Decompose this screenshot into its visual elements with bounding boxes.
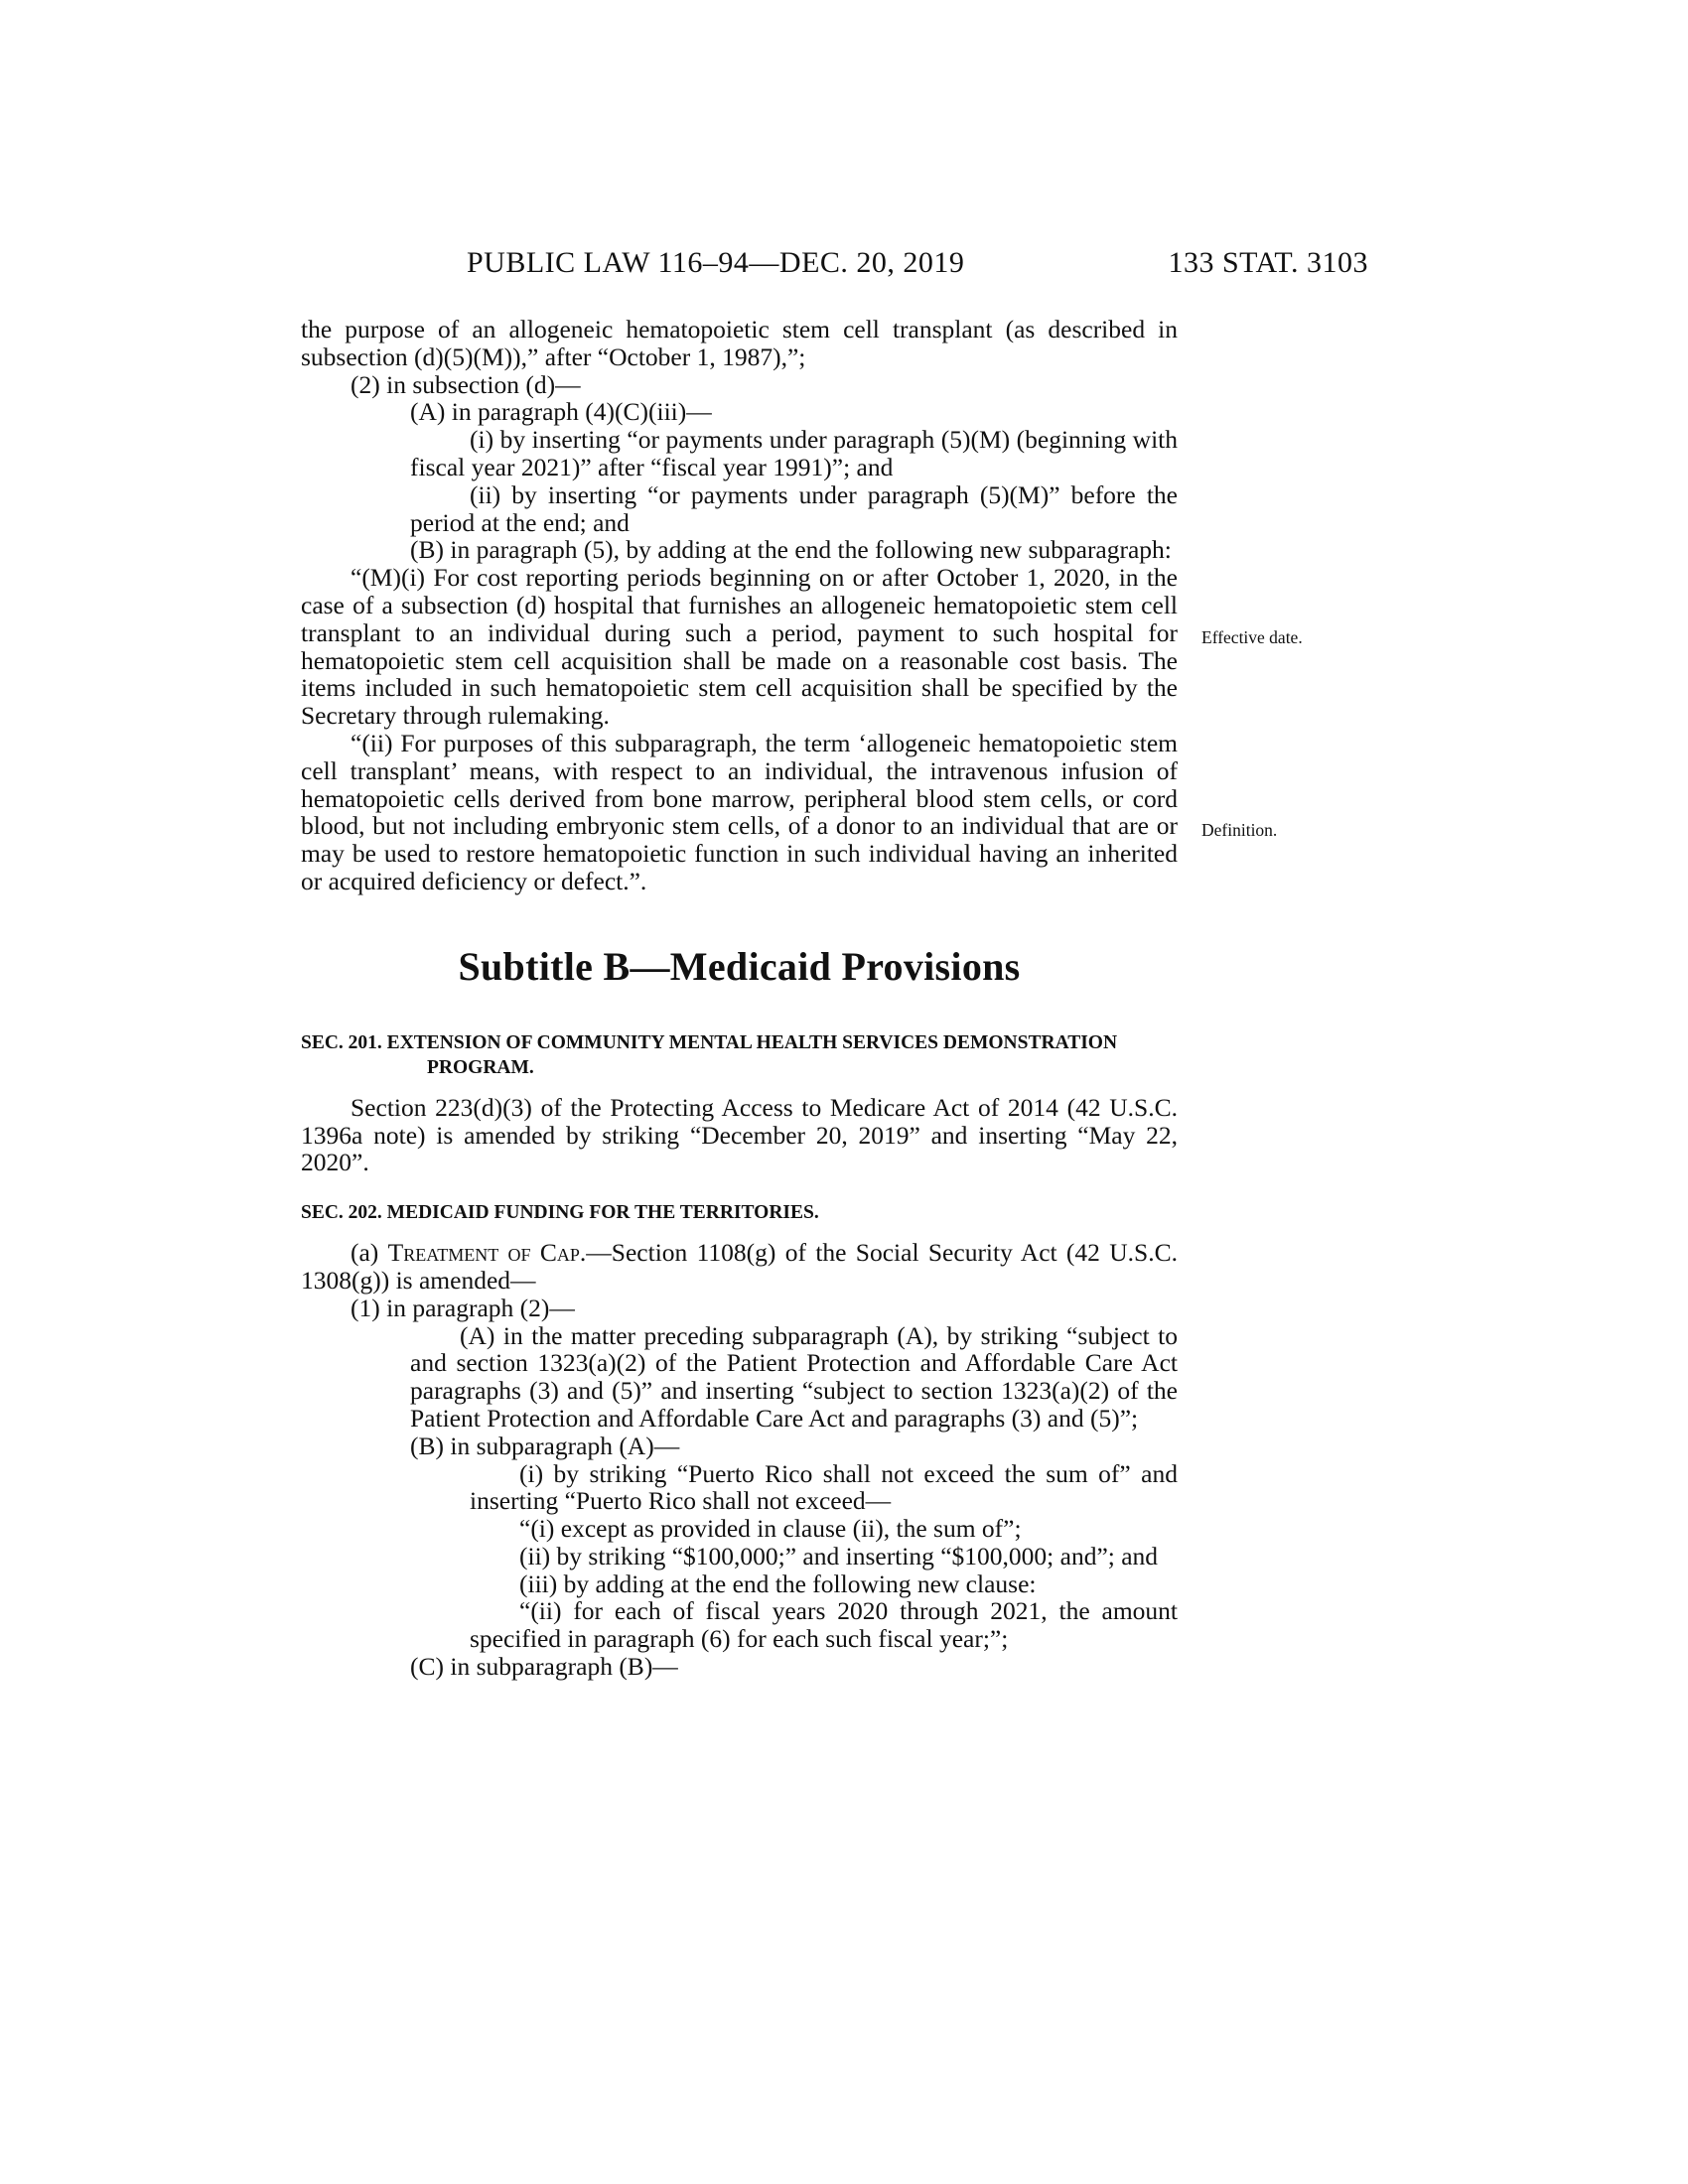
paragraph: (A) in the matter preceding subparagraph (A), by striking “subject to and section 1323(a)(2) of the Patient Protection and Affordable Care Act paragraphs (3) and (5)” and inserting “subject to section 1323(a)(2) of the Patient Protection and Affordable Care Act and paragraphs (3) and (5)”;: [410, 1320, 1178, 1433]
paragraph: (i) by striking “Puerto Rico shall not exceed the sum of” and inserting “Puerto Rico shall not exceed—: [470, 1458, 1178, 1516]
paragraph: (ii) by inserting “or payments under paragraph (5)(M)” before the period at the end; and: [410, 479, 1178, 537]
paragraph: (1) in paragraph (2)—: [351, 1293, 575, 1322]
paragraph: the purpose of an allogeneic hematopoietic stem cell transplant (as described in subsection (d)(5)(M)),” after “October 1, 1987),”;: [301, 315, 1178, 371]
paragraph: “(M)(i) For cost reporting periods beginning on or after October 1, 2020, in the case of a subsection (d) hospital that furnishes an allogeneic hematopoietic stem cell transplant to an individual during such a period, payment to such hospital for hematopoietic stem cell acquisition shall be made on a reasonable cost basis. The items included in such hematopoietic stem cell acquisition shall be specified by the Secretary through rulemaking.: [301, 563, 1178, 731]
margin-note-definition: Definition.: [1201, 820, 1278, 840]
paragraph: (ii) by striking “$100,000;” and inserting “$100,000; and”; and: [519, 1541, 1159, 1570]
subtitle-heading: Subtitle B—Medicaid Provisions: [458, 943, 1021, 989]
law-title: PUBLIC LAW 116–94—DEC. 20, 2019: [467, 246, 965, 279]
paragraph: Section 223(d)(3) of the Protecting Access to Medicare Act of 2014 (42 U.S.C. 1396a note) is amended by striking “December 20, 2019” and inserting “May 22, 2020”.: [301, 1092, 1178, 1177]
paragraph: (i) by inserting “or payments under paragraph (5)(M) (beginning with fiscal year 2021)” after “fiscal year 1991)”; and: [410, 425, 1178, 481]
paragraph: (B) in subparagraph (A)—: [410, 1431, 680, 1460]
paragraph: (C) in subparagraph (B)—: [410, 1652, 678, 1682]
paragraph: “(ii) for each of fiscal years 2020 through 2021, the amount specified in paragraph (6) for each such fiscal year;”;: [470, 1596, 1178, 1654]
document-body: [301, 316, 1178, 1681]
section-heading: SEC. 202. MEDICAID FUNDING FOR THE TERRITORIES.: [301, 1202, 819, 1224]
paragraph: (A) in paragraph (4)(C)(iii)—: [410, 397, 712, 427]
paragraph: (a) Treatment of Cap.—Section 1108(g) of the Social Security Act (42 U.S.C. 1308(g)) is amended—: [301, 1238, 1178, 1295]
section-heading: SEC. 201. EXTENSION OF COMMUNITY MENTAL HEALTH SERVICES DEMONSTRATION PROGRAM.: [301, 1031, 1118, 1078]
paragraph: (B) in paragraph (5), by adding at the end the following new subparagraph:: [410, 535, 1172, 565]
margin-note-effective-date: Effective date.: [1201, 627, 1303, 647]
caption: Treatment of Cap: [387, 1238, 580, 1268]
paragraph: “(i) except as provided in clause (ii), the sum of”;: [519, 1514, 1022, 1544]
paragraph: “(ii) For purposes of this subparagraph, the term ‘allogeneic hematopoietic stem cell transplant’ means, with respect to an individual, the intravenous infusion of hematopoietic cells derived from bone marrow, peripheral blood stem cells, or cord blood, but not including embryonic stem cells, of a donor to an individual that are or may be used to restore hematopoietic function in such individual having an inherited or acquired deficiency or defect.”.: [301, 728, 1178, 895]
paragraph: (iii) by adding at the end the following new clause:: [519, 1569, 1037, 1598]
paragraph: (2) in subsection (d)—: [351, 369, 581, 399]
stat-page: 133 STAT. 3103: [1168, 246, 1368, 279]
running-header: [298, 246, 1368, 286]
